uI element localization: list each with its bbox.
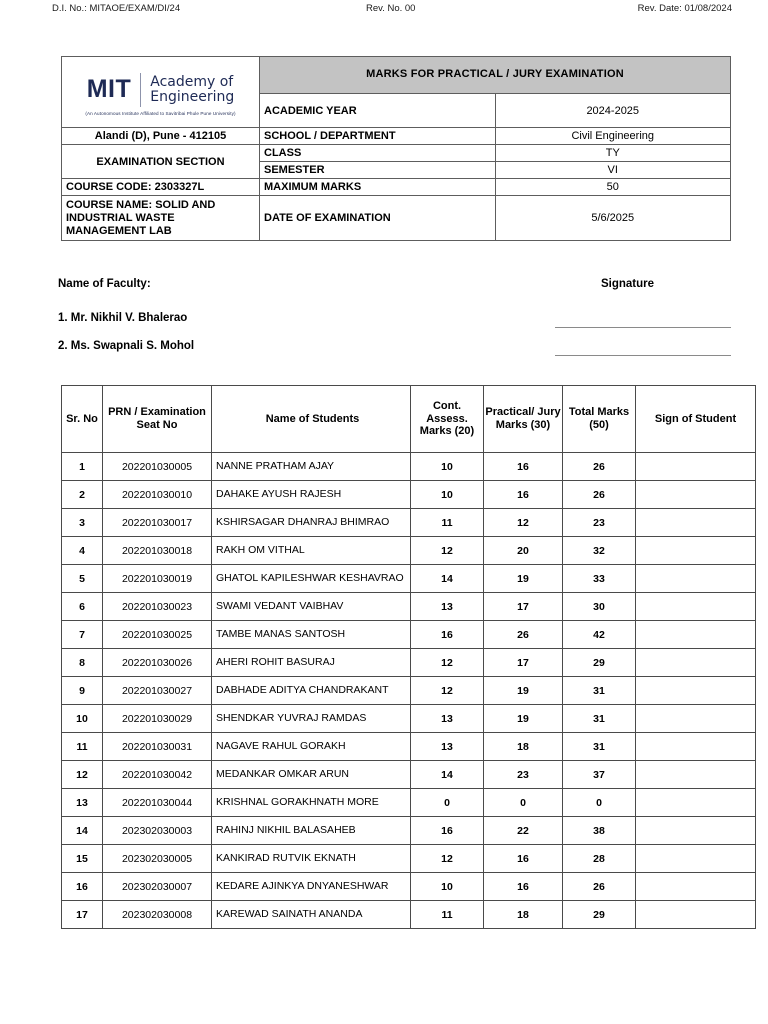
logo-mit-mark: MIT <box>86 75 132 103</box>
cell-total-marks: 33 <box>563 565 636 593</box>
cell-cont-assess: 16 <box>411 817 484 845</box>
logo-line-2: Engineering <box>150 88 235 105</box>
cell-student-name: AHERI ROHIT BASURAJ <box>212 649 411 677</box>
table-row <box>62 705 756 733</box>
cell-student-name: KAREWAD SAINATH ANANDA <box>212 901 411 929</box>
cell-cont-assess: 12 <box>411 677 484 705</box>
course-name: COURSE NAME: SOLID AND INDUSTRIAL WASTE MANAGEMENT LAB <box>62 196 260 241</box>
cell-total-marks: 37 <box>563 761 636 789</box>
cell-cont-assess: 13 <box>411 733 484 761</box>
cell-cont-assess: 12 <box>411 649 484 677</box>
di-number: D.I. No.: MITAOE/EXAM/DI/24 <box>52 3 181 14</box>
cell-prn: 202201030005 <box>103 453 212 481</box>
faculty-row-1 <box>58 304 733 334</box>
cell-cont-assess: 14 <box>411 565 484 593</box>
cell-student-name: TAMBE MANAS SANTOSH <box>212 621 411 649</box>
logo-line-1: Academy of <box>150 73 234 90</box>
institute-logo-cell <box>62 57 260 128</box>
info-row-title <box>62 57 731 94</box>
info-label-date-of-examination: DATE OF EXAMINATION <box>260 196 496 241</box>
info-label-academic-year: ACADEMIC YEAR <box>260 94 496 128</box>
cell-total-marks: 31 <box>563 677 636 705</box>
cell-sr-no: 2 <box>62 481 103 509</box>
faculty-row-2 <box>58 334 733 364</box>
table-row <box>62 873 756 901</box>
cell-student-name: GHATOL KAPILESHWAR KESHAVRAO <box>212 565 411 593</box>
cell-sr-no: 3 <box>62 509 103 537</box>
cell-cont-assess: 13 <box>411 593 484 621</box>
column-header-total-marks: Total Marks (50) <box>563 386 636 453</box>
faculty-signature-block <box>58 278 733 364</box>
table-row <box>62 761 756 789</box>
cell-sr-no: 7 <box>62 621 103 649</box>
cell-sr-no: 4 <box>62 537 103 565</box>
table-row <box>62 621 756 649</box>
cell-sr-no: 14 <box>62 817 103 845</box>
info-label-maximum-marks: MAXIMUM MARKS <box>260 179 496 196</box>
institute-address: Alandi (D), Pune - 412105 <box>62 128 260 145</box>
cell-student-name: MEDANKAR OMKAR ARUN <box>212 761 411 789</box>
cell-sign-of-student[interactable] <box>636 789 756 817</box>
table-row <box>62 649 756 677</box>
cell-cont-assess: 10 <box>411 873 484 901</box>
table-row <box>62 453 756 481</box>
mit-logo <box>62 57 259 127</box>
cell-student-name: SWAMI VEDANT VAIBHAV <box>212 593 411 621</box>
cell-total-marks: 42 <box>563 621 636 649</box>
column-header-practical-jury: Practical/ Jury Marks (30) <box>484 386 563 453</box>
table-row <box>62 789 756 817</box>
cell-sr-no: 9 <box>62 677 103 705</box>
info-row-course-name <box>62 196 731 241</box>
cell-student-name: NANNE PRATHAM AJAY <box>212 453 411 481</box>
cell-sr-no: 5 <box>62 565 103 593</box>
info-label-class: CLASS <box>260 145 496 162</box>
info-value-date-of-examination: 5/6/2025 <box>495 196 731 241</box>
cell-total-marks: 26 <box>563 453 636 481</box>
column-header-sr-no: Sr. No <box>62 386 103 453</box>
cell-cont-assess: 12 <box>411 845 484 873</box>
cell-sign-of-student[interactable] <box>636 537 756 565</box>
cell-prn: 202201030027 <box>103 677 212 705</box>
signature-heading: Signature <box>601 278 655 290</box>
info-row-course-code <box>62 179 731 196</box>
cell-prn: 202201030029 <box>103 705 212 733</box>
cell-sign-of-student[interactable] <box>636 593 756 621</box>
info-value-class: TY <box>495 145 731 162</box>
examination-section-label: EXAMINATION SECTION <box>62 145 260 179</box>
document-title: MARKS FOR PRACTICAL / JURY EXAMINATION <box>260 57 731 94</box>
cell-cont-assess: 13 <box>411 705 484 733</box>
cell-prn: 202201030023 <box>103 593 212 621</box>
cell-prn: 202201030031 <box>103 733 212 761</box>
cell-practical-jury: 19 <box>484 565 563 593</box>
student-marks-table <box>61 385 756 929</box>
cell-prn: 202201030026 <box>103 649 212 677</box>
cell-student-name: DABHADE ADITYA CHANDRAKANT <box>212 677 411 705</box>
cell-prn: 202201030025 <box>103 621 212 649</box>
cell-practical-jury: 26 <box>484 621 563 649</box>
cell-practical-jury: 19 <box>484 677 563 705</box>
cell-prn: 202302030008 <box>103 901 212 929</box>
signature-line-1[interactable] <box>555 327 731 328</box>
cell-practical-jury: 12 <box>484 509 563 537</box>
cell-sr-no: 13 <box>62 789 103 817</box>
faculty-name-1: 1. Mr. Nikhil V. Bhalerao <box>58 312 188 324</box>
cell-prn: 202201030017 <box>103 509 212 537</box>
cell-practical-jury: 17 <box>484 649 563 677</box>
logo-affiliation-subtitle: (An Autonomous Institute Affiliated to Savitribai Phule Pune University) <box>85 110 236 116</box>
cell-sign-of-student[interactable] <box>636 873 756 901</box>
cell-student-name: RAKH OM VITHAL <box>212 537 411 565</box>
cell-sign-of-student[interactable] <box>636 565 756 593</box>
info-label-semester: SEMESTER <box>260 162 496 179</box>
logo-academy-text <box>150 75 234 105</box>
cell-student-name: KSHIRSAGAR DHANRAJ BHIMRAO <box>212 509 411 537</box>
info-value-maximum-marks: 50 <box>495 179 731 196</box>
cell-sr-no: 15 <box>62 845 103 873</box>
cell-total-marks: 0 <box>563 789 636 817</box>
cell-sign-of-student[interactable] <box>636 621 756 649</box>
cell-sign-of-student[interactable] <box>636 509 756 537</box>
cell-practical-jury: 16 <box>484 481 563 509</box>
cell-sr-no: 11 <box>62 733 103 761</box>
cell-practical-jury: 19 <box>484 705 563 733</box>
document-meta-header <box>0 3 768 19</box>
cell-total-marks: 31 <box>563 705 636 733</box>
cell-practical-jury: 18 <box>484 901 563 929</box>
course-code: COURSE CODE: 2303327L <box>62 179 260 196</box>
info-value-academic-year: 2024-2025 <box>495 94 731 128</box>
cell-total-marks: 28 <box>563 845 636 873</box>
cell-sign-of-student[interactable] <box>636 845 756 873</box>
table-row <box>62 677 756 705</box>
examination-info-table <box>61 56 731 241</box>
cell-sr-no: 1 <box>62 453 103 481</box>
cell-sign-of-student[interactable] <box>636 649 756 677</box>
cell-sr-no: 10 <box>62 705 103 733</box>
cell-total-marks: 26 <box>563 873 636 901</box>
table-row <box>62 537 756 565</box>
cell-cont-assess: 11 <box>411 901 484 929</box>
cell-prn: 202302030005 <box>103 845 212 873</box>
column-header-name: Name of Students <box>212 386 411 453</box>
cell-cont-assess: 12 <box>411 537 484 565</box>
cell-sign-of-student[interactable] <box>636 901 756 929</box>
cell-sign-of-student[interactable] <box>636 733 756 761</box>
signature-line-2[interactable] <box>555 355 731 356</box>
cell-student-name: SHENDKAR YUVRAJ RAMDAS <box>212 705 411 733</box>
cell-total-marks: 31 <box>563 733 636 761</box>
cell-cont-assess: 10 <box>411 481 484 509</box>
cell-cont-assess: 0 <box>411 789 484 817</box>
logo-main-row <box>87 73 235 107</box>
cell-practical-jury: 18 <box>484 733 563 761</box>
cell-practical-jury: 0 <box>484 789 563 817</box>
cell-prn: 202302030007 <box>103 873 212 901</box>
cell-practical-jury: 17 <box>484 593 563 621</box>
cell-sr-no: 17 <box>62 901 103 929</box>
cell-sr-no: 8 <box>62 649 103 677</box>
cell-cont-assess: 16 <box>411 621 484 649</box>
table-row <box>62 481 756 509</box>
cell-practical-jury: 23 <box>484 761 563 789</box>
table-row <box>62 593 756 621</box>
cell-prn: 202201030018 <box>103 537 212 565</box>
marks-table-header-row <box>62 386 756 453</box>
marks-table-body <box>62 453 756 929</box>
cell-prn: 202201030019 <box>103 565 212 593</box>
cell-sr-no: 6 <box>62 593 103 621</box>
column-header-prn: PRN / Examination Seat No <box>103 386 212 453</box>
cell-sign-of-student[interactable] <box>636 481 756 509</box>
revision-number: Rev. No. 00 <box>366 3 416 14</box>
info-row-school <box>62 128 731 145</box>
cell-total-marks: 29 <box>563 901 636 929</box>
info-row-class <box>62 145 731 162</box>
table-row <box>62 845 756 873</box>
cell-practical-jury: 16 <box>484 845 563 873</box>
cell-student-name: KRISHNAL GORAKHNATH MORE <box>212 789 411 817</box>
cell-student-name: KANKIRAD RUTVIK EKNATH <box>212 845 411 873</box>
cell-total-marks: 38 <box>563 817 636 845</box>
cell-student-name: RAHINJ NIKHIL BALASAHEB <box>212 817 411 845</box>
cell-total-marks: 29 <box>563 649 636 677</box>
cell-practical-jury: 16 <box>484 453 563 481</box>
column-header-sign-of-student: Sign of Student <box>636 386 756 453</box>
cell-sign-of-student[interactable] <box>636 453 756 481</box>
cell-sign-of-student[interactable] <box>636 817 756 845</box>
cell-total-marks: 30 <box>563 593 636 621</box>
faculty-heading: Name of Faculty: <box>58 278 151 290</box>
revision-date: Rev. Date: 01/08/2024 <box>637 3 732 14</box>
faculty-name-2: 2. Ms. Swapnali S. Mohol <box>58 340 195 352</box>
table-row <box>62 901 756 929</box>
cell-practical-jury: 16 <box>484 873 563 901</box>
cell-prn: 202201030044 <box>103 789 212 817</box>
cell-practical-jury: 20 <box>484 537 563 565</box>
cell-sr-no: 12 <box>62 761 103 789</box>
logo-divider <box>140 73 141 107</box>
cell-student-name: KEDARE AJINKYA DNYANESHWAR <box>212 873 411 901</box>
cell-prn: 202201030042 <box>103 761 212 789</box>
cell-student-name: DAHAKE AYUSH RAJESH <box>212 481 411 509</box>
cell-cont-assess: 10 <box>411 453 484 481</box>
table-row <box>62 509 756 537</box>
table-row <box>62 817 756 845</box>
cell-total-marks: 23 <box>563 509 636 537</box>
cell-sr-no: 16 <box>62 873 103 901</box>
info-value-semester: VI <box>495 162 731 179</box>
cell-total-marks: 26 <box>563 481 636 509</box>
cell-cont-assess: 14 <box>411 761 484 789</box>
cell-student-name: NAGAVE RAHUL GORAKH <box>212 733 411 761</box>
cell-cont-assess: 11 <box>411 509 484 537</box>
cell-prn: 202302030003 <box>103 817 212 845</box>
info-value-school-department: Civil Engineering <box>495 128 731 145</box>
table-row <box>62 733 756 761</box>
cell-prn: 202201030010 <box>103 481 212 509</box>
info-label-school-department: SCHOOL / DEPARTMENT <box>260 128 496 145</box>
cell-practical-jury: 22 <box>484 817 563 845</box>
cell-sign-of-student[interactable] <box>636 677 756 705</box>
cell-sign-of-student[interactable] <box>636 761 756 789</box>
faculty-heading-row <box>58 278 733 304</box>
table-row <box>62 565 756 593</box>
cell-total-marks: 32 <box>563 537 636 565</box>
column-header-cont-assess: Cont. Assess. Marks (20) <box>411 386 484 453</box>
cell-sign-of-student[interactable] <box>636 705 756 733</box>
